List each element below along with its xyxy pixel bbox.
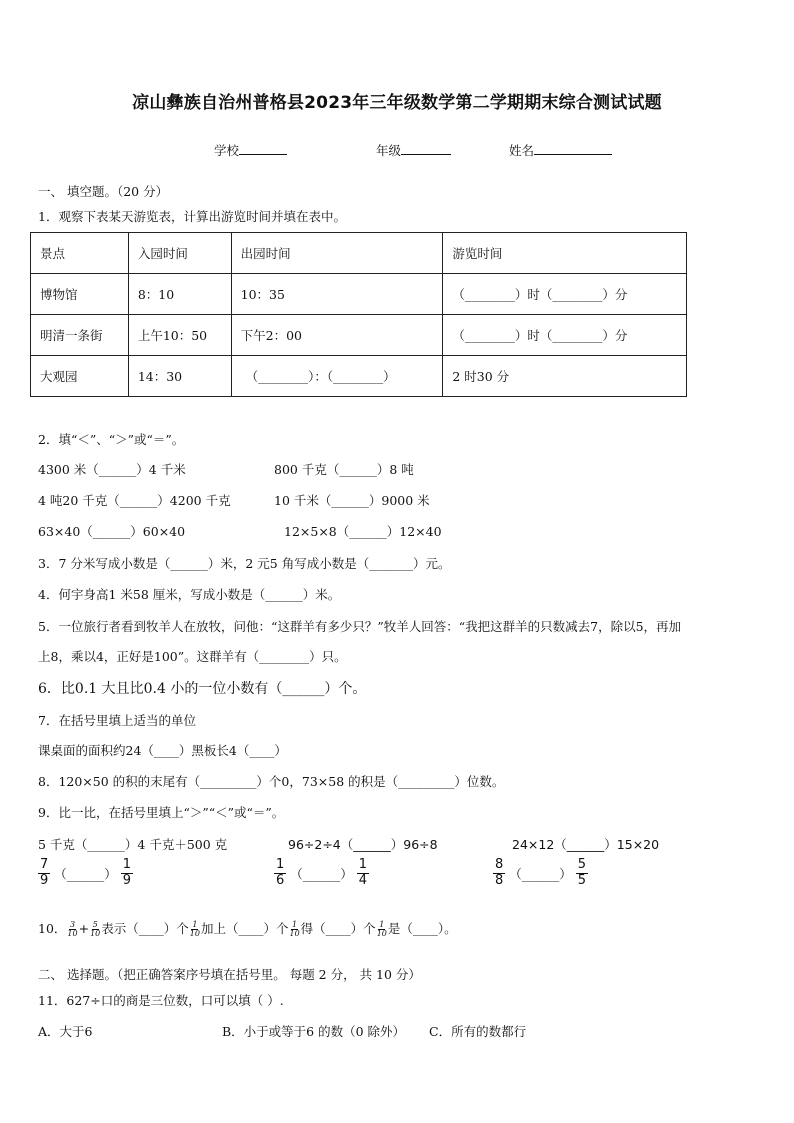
table-answer-cell[interactable]: （________）时（________）分 — [443, 315, 687, 356]
q11-option-a[interactable]: A．大于6 — [38, 1024, 93, 1039]
school-blank[interactable] — [239, 141, 287, 155]
q2-item[interactable]: 4300 米（______）4 千米 — [38, 462, 186, 477]
header-cell: 出园时间 — [231, 233, 443, 274]
q9-text: 9．比一比，在括号里填上“＞”“＜”或“＝”。 — [38, 805, 285, 820]
q8-text[interactable]: 8．120×50 的积的末尾有（_________）个0，73×58 的积是（_________）位数。 — [38, 774, 505, 789]
q9-fraction-compare[interactable] — [274, 858, 369, 889]
small-fraction: $\frac{1}{10}$ — [289, 919, 300, 938]
name-blank[interactable] — [534, 141, 612, 155]
q6-text[interactable]: 6．比0.1 大且比0.4 小的一位小数有（______）个。 — [38, 681, 367, 697]
q10-part[interactable]: 加上（____）个 — [200, 921, 289, 936]
table-cell: 2 时30 分 — [443, 356, 687, 397]
q11-text: 11．627÷口的商是三位数，口可以填（ ）. — [38, 993, 284, 1008]
header-cell: 入园时间 — [128, 233, 231, 274]
q2-item[interactable]: 63×40（______）60×40 — [38, 524, 186, 539]
header-cell: 游览时间 — [443, 233, 687, 274]
q4-text[interactable]: 4．何宇身高1 米58 厘米，写成小数是（______）米。 — [38, 587, 341, 602]
q2-item[interactable]: 4 吨20 千克（______）4200 千克 — [38, 493, 231, 508]
q5-text-line2[interactable]: 上8，乘以4，正好是100”。这群羊有（________）只。 — [38, 649, 347, 664]
name-label: 姓名 — [509, 143, 535, 158]
q3-text[interactable]: 3．7 分米写成小数是（______）米，2 元5 角写成小数是（_______）元。 — [38, 556, 451, 571]
grade-blank[interactable] — [401, 141, 451, 155]
q9-item[interactable]: 5 千克（______）4 千克＋500 克 — [38, 837, 228, 852]
q9-fraction-compare[interactable] — [493, 858, 588, 889]
plus-sign: + — [78, 921, 90, 936]
grade-label: 年级 — [376, 143, 402, 158]
small-fraction: $\frac{1}{10}$ — [189, 919, 200, 938]
q9-item[interactable]: 96÷2÷4（______）96÷8 — [288, 837, 438, 852]
section2-heading: 二、 选择题。（把正确答案序号填在括号里。 每题 2 分， 共 10 分） — [38, 967, 421, 982]
fraction: $\frac{5}{5}$ — [577, 857, 587, 888]
table-cell: 上午10：50 — [128, 315, 231, 356]
tour-table — [30, 232, 687, 397]
q2-item[interactable]: 12×5×8（______）12×40 — [284, 524, 442, 539]
compare-blank[interactable]: （______） — [54, 866, 117, 882]
compare-blank[interactable]: （______） — [290, 866, 353, 882]
grade-field — [376, 141, 451, 159]
q2-item[interactable]: 10 千米（______）9000 米 — [274, 493, 430, 508]
q2-item[interactable]: 800 千克（______）8 吨 — [274, 462, 414, 477]
table-cell: 10：35 — [231, 274, 443, 315]
school-label: 学校 — [214, 143, 240, 158]
q9-fraction-compare[interactable] — [38, 858, 133, 889]
page-title: 凉山彝族自治州普格县2023年三年级数学第二学期期末综合测试试题 — [132, 93, 662, 113]
table-cell: 8：10 — [128, 274, 231, 315]
q10-part[interactable]: 得（____）个 — [300, 921, 376, 936]
fraction: $\frac{1}{6}$ — [276, 857, 285, 888]
q5-text-line1: 5．一位旅行者看到牧羊人在放牧，问他：“这群羊有多少只？”牧羊人回答：“我把这群羊的只数减去7，除以5，再加 — [38, 619, 682, 634]
table-cell: 下午2：00 — [231, 315, 443, 356]
table-row — [31, 274, 687, 315]
table-answer-cell[interactable]: （________）时（________）分 — [443, 274, 687, 315]
table-cell: 博物馆 — [31, 274, 129, 315]
fraction: $\frac{8}{8}$ — [495, 857, 504, 888]
table-row — [31, 315, 687, 356]
q7-text: 7．在括号里填上适当的单位 — [38, 713, 196, 728]
q9-item[interactable]: 24×12（______）15×20 — [512, 837, 660, 852]
q10-part[interactable]: 是（____）。 — [387, 921, 457, 936]
q1-text: 1．观察下表某天游览表，计算出游览时间并填在表中。 — [38, 209, 346, 224]
small-fraction: $\frac{5}{10}$ — [90, 919, 101, 938]
q11-option-b[interactable]: B．小于或等于6 的数（0 除外） — [222, 1024, 406, 1039]
q10-text[interactable] — [38, 919, 457, 938]
table-row — [31, 356, 687, 397]
q10-number: 10． — [38, 921, 67, 936]
fraction: $\frac{1}{4}$ — [358, 857, 368, 888]
fraction: $\frac{7}{9}$ — [40, 857, 49, 888]
table-answer-cell[interactable]: （________）：（________） — [231, 356, 443, 397]
table-header-row — [31, 233, 687, 274]
q11-option-c[interactable]: C．所有的数都行 — [429, 1024, 527, 1039]
name-field — [509, 141, 612, 159]
section1-heading: 一、 填空题。（20 分） — [38, 184, 169, 199]
q2-text: 2．填“＜”、“＞”或“＝”。 — [38, 432, 185, 447]
q7-items[interactable]: 课桌面的面积约24（____）黑板长4（____） — [38, 743, 287, 758]
table-cell: 明清一条街 — [31, 315, 129, 356]
table-cell: 14：30 — [128, 356, 231, 397]
table-cell: 大观园 — [31, 356, 129, 397]
q10-part[interactable]: 表示（____）个 — [101, 921, 189, 936]
compare-blank[interactable]: （______） — [509, 866, 572, 882]
small-fraction: $\frac{3}{10}$ — [67, 919, 78, 938]
small-fraction: $\frac{1}{10}$ — [376, 919, 387, 938]
school-field — [214, 141, 287, 159]
fraction: $\frac{1}{9}$ — [122, 857, 132, 888]
header-cell: 景点 — [31, 233, 129, 274]
